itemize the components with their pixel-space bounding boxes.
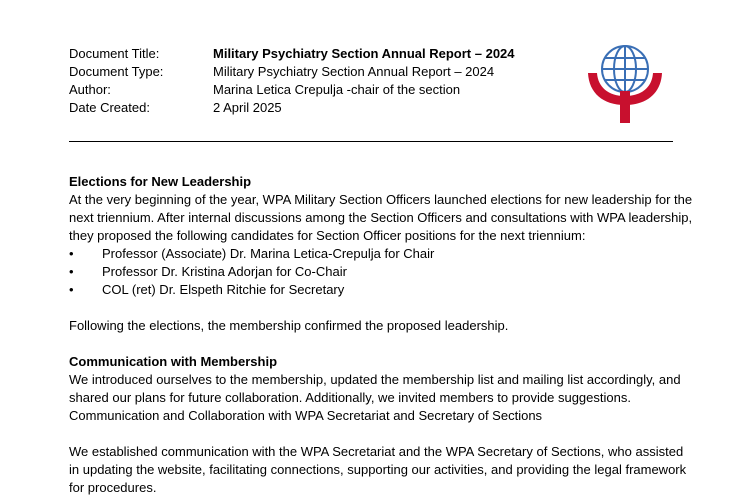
meta-title-value: Military Psychiatry Section Annual Report – 2024 — [213, 46, 515, 61]
report-body — [69, 173, 694, 497]
elections-outcome: Following the elections, the membership confirmed the proposed leadership. — [69, 318, 509, 333]
meta-date-label: Date Created: — [69, 100, 150, 115]
meta-row-author — [69, 81, 515, 99]
bullet-icon: • — [69, 246, 74, 261]
elections-heading: Elections for New Leadership — [69, 174, 252, 189]
meta-author-label: Author: — [69, 82, 111, 97]
meta-title-label: Document Title: — [69, 46, 160, 61]
meta-type-value: Military Psychiatry Section Annual Report – 2024 — [213, 64, 495, 79]
list-item — [69, 281, 694, 299]
candidate-text: Professor Dr. Kristina Adorjan for Co-Chair — [102, 264, 347, 279]
meta-row-title — [69, 45, 515, 63]
header-divider — [69, 141, 673, 142]
bullet-icon: • — [69, 282, 74, 297]
meta-row-type — [69, 63, 515, 81]
secretariat-body: We established communication with the WPA Secretariat and the WPA Secretary of Sections, who assisted in updating the website, facilitating connections, supporting our activities, and providing the legal framework for procedures. — [69, 444, 687, 495]
candidate-text: Professor (Associate) Dr. Marina Letica-Crepulja for Chair — [102, 246, 435, 261]
meta-row-date — [69, 99, 515, 117]
communication-heading: Communication with Membership — [69, 354, 278, 369]
communication-body: We introduced ourselves to the membership, updated the membership list and mailing list accordingly, and shared our plans for future collaboration. Additionally, we invited members to provide suggestions. Communication and Collaboration with WPA Secretariat and Secretary of Sections — [69, 372, 681, 423]
elections-intro: At the very beginning of the year, WPA Military Section Officers launched elections for new leadership for the next triennium. After internal discussions among the Section Officers and consultations with WPA leadership, they proposed the following candidates for Section Officer positions for the next triennium: — [69, 192, 693, 243]
candidate-list — [69, 245, 694, 299]
list-item — [69, 245, 694, 263]
meta-type-label: Document Type: — [69, 64, 164, 79]
document-metadata — [69, 45, 515, 117]
meta-author-value: Marina Letica Crepulja -chair of the section — [213, 82, 461, 97]
meta-date-value: 2 April 2025 — [213, 100, 282, 115]
candidate-text: COL (ret) Dr. Elspeth Ritchie for Secretary — [102, 282, 345, 297]
list-item — [69, 263, 694, 281]
wpa-logo-icon — [584, 43, 666, 125]
bullet-icon: • — [69, 264, 74, 279]
